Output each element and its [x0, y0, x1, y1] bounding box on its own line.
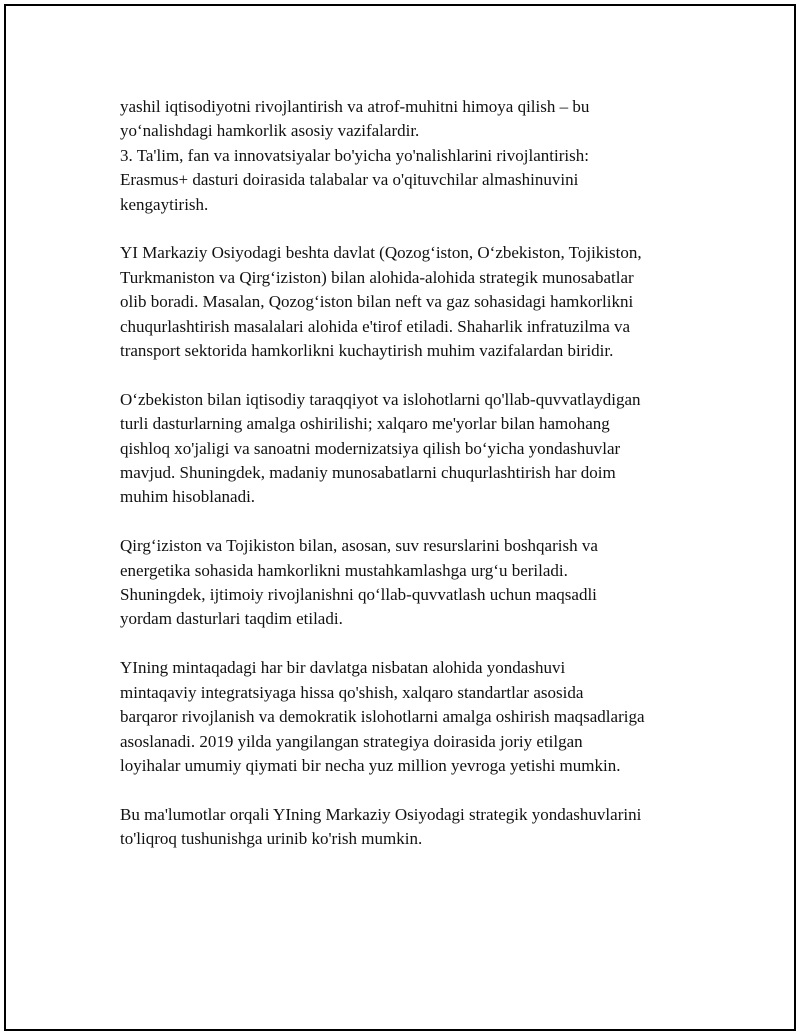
- text-line: Bu ma'lumotlar orqali YIning Markaziy Osiyodagi strategik yondashuvlarini: [120, 804, 642, 824]
- text-line: Turkmaniston va Qirgʻiziston) bilan alohida-alohida strategik munosabatlar: [120, 267, 634, 287]
- text-line: YI Markaziy Osiyodagi beshta davlat (Qozogʻiston, Oʻzbekiston, Tojikiston,: [120, 243, 642, 263]
- text-line: turli dasturlarning amalga oshirilishi; xalqaro me'yorlar bilan hamohang: [120, 414, 610, 434]
- text-line: mintaqaviy integratsiyaga hissa qo'shish, xalqaro standartlar asosida: [120, 682, 584, 702]
- text-line: 3. Ta'lim, fan va innovatsiyalar bo'yicha yo'nalishlarini rivojlantirish:: [120, 145, 589, 165]
- text-line: asoslanadi. 2019 yilda yangilangan strategiya doirasida joriy etilgan: [120, 731, 583, 751]
- document-body: [120, 95, 700, 876]
- text-line: Oʻzbekiston bilan iqtisodiy taraqqiyot va islohotlarni qo'llab-quvvatlaydigan: [120, 389, 641, 409]
- document-page: [4, 4, 796, 1031]
- paragraph-5: [120, 656, 700, 778]
- paragraph-1: [120, 95, 700, 217]
- text-line: qishloq xo'jaligi va sanoatni modernizatsiya qilish boʻyicha yondashuvlar: [120, 438, 621, 458]
- paragraph-3: [120, 388, 700, 510]
- paragraph-6: [120, 803, 700, 852]
- text-line: transport sektorida hamkorlikni kuchaytirish muhim vazifalardan biridir.: [120, 341, 614, 361]
- text-line: mavjud. Shuningdek, madaniy munosabatlarni chuqurlashtirish har doim: [120, 463, 616, 483]
- text-line: Qirgʻiziston va Tojikiston bilan, asosan, suv resurslarini boshqarish va: [120, 536, 598, 556]
- text-line: olib boradi. Masalan, Qozogʻiston bilan neft va gaz sohasidagi hamkorlikni: [120, 292, 634, 312]
- paragraph-2: [120, 241, 700, 363]
- text-line: muhim hisoblanadi.: [120, 487, 256, 507]
- text-line: Erasmus+ dasturi doirasida talabalar va o'qituvchilar almashinuvini: [120, 170, 579, 190]
- text-line: barqaror rivojlanish va demokratik islohotlarni amalga oshirish maqsadlariga: [120, 707, 645, 727]
- text-line: YIning mintaqadagi har bir davlatga nisbatan alohida yondashuvi: [120, 658, 566, 678]
- text-line: to'liqroq tushunishga urinib ko'rish mumkin.: [120, 829, 423, 849]
- text-line: kengaytirish.: [120, 194, 209, 214]
- text-line: yoʻnalishdagi hamkorlik asosiy vazifalardir.: [120, 121, 420, 141]
- text-line: chuqurlashtirish masalalari alohida e'tirof etiladi. Shaharlik infratuzilma va: [120, 316, 631, 336]
- text-line: yashil iqtisodiyotni rivojlantirish va atrof-muhitni himoya qilish – bu: [120, 97, 590, 116]
- text-line: energetika sohasida hamkorlikni mustahkamlashga urgʻu beriladi.: [120, 560, 568, 580]
- text-line: Shuningdek, ijtimoiy rivojlanishni qoʻllab-quvvatlash uchun maqsadli: [120, 585, 597, 605]
- text-line: yordam dasturlari taqdim etiladi.: [120, 609, 343, 629]
- paragraph-4: [120, 534, 700, 632]
- text-line: loyihalar umumiy qiymati bir necha yuz million yevroga yetishi mumkin.: [120, 755, 621, 775]
